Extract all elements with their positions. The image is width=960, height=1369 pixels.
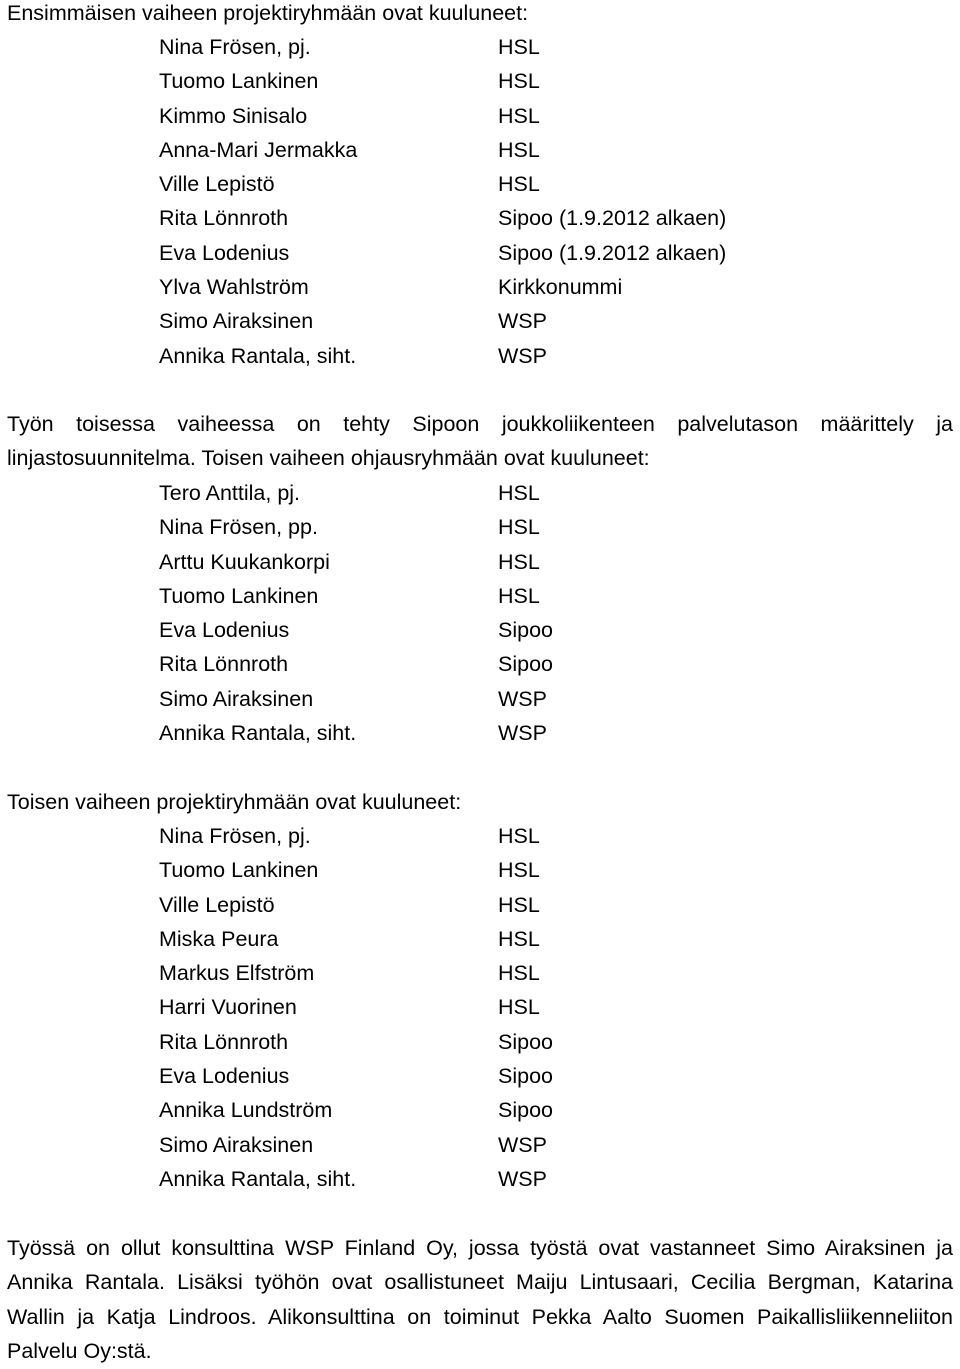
member-organization: HSL: [498, 824, 540, 848]
member-organization: HSL: [498, 892, 540, 917]
member-row: [159, 476, 939, 510]
member-organization: HSL: [498, 69, 540, 94]
member-organization: WSP: [498, 1166, 547, 1191]
member-name: Nina Frösen, pp.: [159, 515, 318, 540]
member-row: [159, 270, 939, 304]
member-row: [159, 579, 939, 613]
member-name: Miska Peura: [159, 926, 279, 951]
member-row: [159, 1128, 939, 1162]
member-name: Annika Lundström: [159, 1098, 333, 1123]
member-row: [159, 922, 939, 956]
member-organization: Sipoo: [498, 1098, 553, 1123]
member-name: Tuomo Lankinen: [159, 583, 319, 608]
section1-member-list: [159, 30, 939, 373]
member-name: Tero Anttila, pj.: [159, 481, 301, 505]
member-row: [159, 1093, 939, 1127]
member-name: Kimmo Sinisalo: [159, 103, 308, 128]
member-row: [159, 682, 939, 716]
section2-intro-text: Työn toisessa vaiheessa on tehty Sipoon joukkoliikenteen palvelutason määrittely ja linjastosuunnitelma.: [7, 412, 953, 471]
member-name: Nina Frösen, pj.: [159, 35, 311, 59]
member-row: [159, 545, 939, 579]
member-row: [159, 956, 939, 990]
member-name: Ylva Wahlström: [159, 275, 309, 300]
member-row: [159, 167, 939, 201]
section2-heading: Toisen vaiheen ohjausryhmään ovat kuuluneet:: [201, 446, 650, 471]
member-organization: Sipoo: [498, 1029, 553, 1054]
member-row: [159, 510, 939, 544]
member-name: Annika Rantala, siht.: [159, 721, 357, 746]
member-row: [159, 853, 939, 887]
member-row: [159, 30, 939, 64]
member-organization: Sipoo (1.9.2012 alkaen): [498, 240, 727, 265]
member-organization: HSL: [498, 515, 540, 540]
member-organization: Sipoo: [498, 618, 553, 643]
member-organization: HSL: [498, 583, 540, 608]
closing-paragraph: Työssä on ollut konsulttina WSP Finland Oy, jossa työstä ovat vastanneet Simo Airaksinen ja Annika Rantala. Lisäksi työhön ovat osallistuneet Maiju Lintusaari, Cecilia Bergman, Katarina Wallin ja Katja Lindroos. Alikonsulttina on toiminut Pekka Aalto Suomen Paikallisliikenneliiton Palvelu Oy:stä.: [7, 1236, 953, 1363]
member-row: [159, 339, 939, 373]
member-name: Tuomo Lankinen: [159, 69, 319, 94]
member-name: Harri Vuorinen: [159, 995, 297, 1020]
member-name: Simo Airaksinen: [159, 309, 314, 334]
member-organization: HSL: [498, 926, 540, 951]
member-name: Rita Lönnroth: [159, 652, 289, 677]
member-name: Simo Airaksinen: [159, 686, 314, 711]
member-name: Eva Lodenius: [159, 1064, 290, 1089]
member-name: Annika Rantala, siht.: [159, 1166, 357, 1191]
member-name: Ville Lepistö: [159, 172, 275, 197]
member-row: [159, 133, 939, 167]
member-name: Annika Rantala, siht.: [159, 343, 357, 368]
member-row: [159, 1025, 939, 1059]
member-organization: HSL: [498, 35, 540, 59]
member-organization: HSL: [498, 137, 540, 162]
member-name: Markus Elfström: [159, 961, 315, 986]
member-name: Eva Lodenius: [159, 618, 290, 643]
member-row: [159, 304, 939, 338]
member-organization: WSP: [498, 686, 547, 711]
member-row: [159, 647, 939, 681]
member-organization: WSP: [498, 309, 547, 334]
member-organization: HSL: [498, 172, 540, 197]
section1-heading: Ensimmäisen vaiheen projektiryhmään ovat kuuluneet:: [7, 1, 529, 25]
member-row: [159, 716, 939, 750]
member-organization: HSL: [498, 858, 540, 883]
member-organization: HSL: [498, 481, 540, 505]
member-name: Anna-Mari Jermakka: [159, 137, 358, 162]
member-organization: WSP: [498, 343, 547, 368]
member-organization: WSP: [498, 721, 547, 746]
member-name: Arttu Kuukankorpi: [159, 549, 330, 574]
member-organization: Sipoo: [498, 1064, 553, 1089]
member-row: [159, 1162, 939, 1196]
member-row: [159, 236, 939, 270]
member-organization: HSL: [498, 961, 540, 986]
member-name: Ville Lepistö: [159, 892, 275, 917]
member-organization: WSP: [498, 1132, 547, 1157]
member-row: [159, 888, 939, 922]
member-row: [159, 201, 939, 235]
member-row: [159, 819, 939, 853]
section2-member-list: [159, 476, 939, 750]
member-name: Tuomo Lankinen: [159, 858, 319, 883]
member-row: [159, 613, 939, 647]
member-name: Rita Lönnroth: [159, 206, 289, 231]
member-name: Rita Lönnroth: [159, 1029, 289, 1054]
member-organization: Sipoo: [498, 652, 553, 677]
member-organization: HSL: [498, 103, 540, 128]
member-row: [159, 1059, 939, 1093]
member-name: Simo Airaksinen: [159, 1132, 314, 1157]
section3-member-list: [159, 819, 939, 1196]
section2-paragraph: [7, 407, 953, 476]
member-organization: Sipoo (1.9.2012 alkaen): [498, 206, 727, 231]
member-name: Nina Frösen, pj.: [159, 824, 311, 848]
section3-heading: Toisen vaiheen projektiryhmään ovat kuuluneet:: [7, 790, 462, 814]
member-organization: HSL: [498, 995, 540, 1020]
member-organization: Kirkkonummi: [498, 275, 623, 300]
member-row: [159, 64, 939, 98]
member-row: [159, 990, 939, 1024]
member-organization: HSL: [498, 549, 540, 574]
member-row: [159, 99, 939, 133]
member-name: Eva Lodenius: [159, 240, 290, 265]
